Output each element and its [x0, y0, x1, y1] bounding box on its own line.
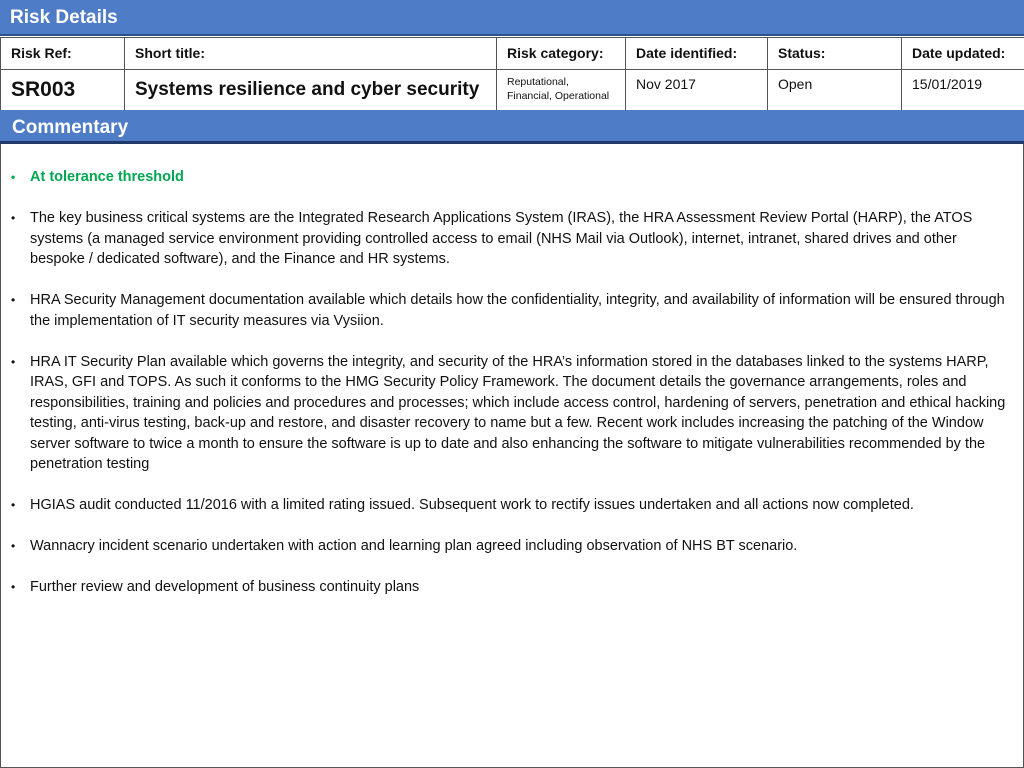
risk-details-table — [0, 37, 1024, 111]
bullet-icon: • — [11, 170, 16, 184]
list-item — [1, 290, 1013, 331]
commentary-text: The key business critical systems are the Integrated Research Applications System (IRAS), the HRA Assessment Review Portal (HARP), the ATOS systems (a managed service environment providing controlled access to email (NHS Mail via Outlook), internet, intranet, shared drives and other bespoke / dedicated software), and the Finance and HR systems. — [30, 210, 973, 267]
tolerance-status-text: At tolerance threshold — [30, 169, 184, 185]
list-item — [1, 352, 1013, 475]
short-title-label: Short title: — [125, 38, 497, 70]
commentary-text: HRA IT Security Plan available which governs the integrity, and security of the HRA’s information stored in the databases linked to the systems HARP, IRAS, GFI and TOPS. As such it conforms to the HMG Security Policy Framework. The document details the governance arrangements, roles and responsibilities, training and policies and procedures and processes; which include access control, hardening of servers, penetration and ethical hacking testing, anti-virus testing, back-up and restore, and disaster recovery to name but a few. Recent work includes increasing the patching of the Window server software to twice a month to ensure the software is up to date and also enhancing the software to mitigate vulnerabilities recommended by the penetration testing — [30, 353, 1006, 472]
bullet-icon: • — [11, 539, 16, 553]
commentary-list — [1, 144, 1023, 598]
list-item — [1, 495, 1013, 516]
list-item — [1, 577, 1013, 598]
short-title-value: Systems resilience and cyber security — [125, 70, 497, 111]
date-identified-label: Date identified: — [626, 38, 768, 70]
commentary-title: Commentary — [12, 117, 129, 138]
commentary-panel — [0, 144, 1024, 768]
date-updated-value: 15/01/2019 — [902, 70, 1024, 111]
details-value-row — [1, 70, 1024, 111]
commentary-text: Wannacry incident scenario undertaken with action and learning plan agreed including observation of NHS BT scenario. — [30, 538, 798, 554]
risk-ref-label: Risk Ref: — [1, 38, 125, 70]
status-value: Open — [768, 70, 902, 111]
risk-ref-value: SR003 — [1, 70, 125, 111]
risk-category-value — [497, 70, 626, 111]
risk-category-line1: Reputational, — [507, 76, 569, 88]
date-identified-value: Nov 2017 — [626, 70, 768, 111]
commentary-text: Further review and development of business continuity plans — [30, 579, 420, 595]
bullet-icon: • — [11, 580, 16, 594]
date-updated-label: Date updated: — [902, 38, 1024, 70]
list-item — [1, 167, 1013, 188]
list-item — [1, 536, 1013, 557]
risk-category-line2: Financial, Operational — [507, 90, 610, 102]
bullet-icon: • — [11, 498, 16, 512]
commentary-header — [0, 110, 1024, 144]
risk-details-header — [0, 0, 1024, 36]
bullet-icon: • — [11, 354, 16, 369]
list-item — [1, 208, 1013, 270]
details-header-row — [1, 38, 1024, 70]
commentary-text: HGIAS audit conducted 11/2016 with a limited rating issued. Subsequent work to rectify issues undertaken and all actions now completed. — [30, 497, 914, 513]
status-label: Status: — [768, 38, 902, 70]
risk-details-title: Risk Details — [10, 7, 118, 28]
risk-category-label: Risk category: — [497, 38, 626, 70]
bullet-icon: • — [11, 293, 16, 307]
bullet-icon: • — [11, 211, 16, 225]
commentary-text: HRA Security Management documentation available which details how the confidentiality, integrity, and availability of information will be ensured through the implementation of IT security measures via Vysiion. — [30, 292, 1005, 329]
